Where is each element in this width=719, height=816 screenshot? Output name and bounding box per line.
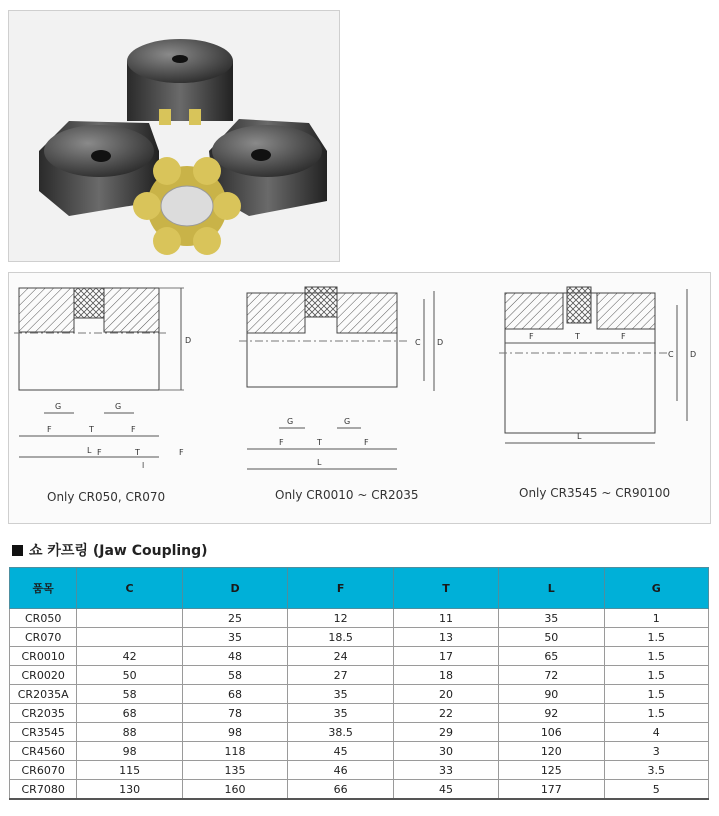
dim-label: F bbox=[47, 425, 52, 434]
table-cell: 42 bbox=[77, 647, 182, 666]
dim-label: F bbox=[179, 448, 184, 457]
table-row bbox=[10, 761, 709, 780]
table-cell: 18 bbox=[393, 666, 498, 685]
dim-label: G bbox=[344, 417, 351, 426]
dim-label: L bbox=[317, 458, 322, 467]
table-row bbox=[10, 666, 709, 685]
spider-insert bbox=[189, 109, 201, 125]
square-bullet-icon bbox=[12, 545, 23, 556]
table-cell: 72 bbox=[499, 666, 604, 685]
table-cell: 66 bbox=[288, 780, 394, 800]
table-cell: 125 bbox=[499, 761, 604, 780]
table-cell: 45 bbox=[288, 742, 394, 761]
table-cell: 160 bbox=[182, 780, 287, 800]
table-header-row bbox=[10, 568, 709, 609]
drawing-cr050-cr070 bbox=[14, 288, 191, 504]
table-cell: CR0010 bbox=[10, 647, 77, 666]
dim-label: C bbox=[668, 350, 674, 359]
table-cell: 1.5 bbox=[604, 704, 708, 723]
dim-label: G bbox=[55, 402, 62, 411]
table-row bbox=[10, 628, 709, 647]
table-cell: 3 bbox=[604, 742, 708, 761]
table-row bbox=[10, 780, 709, 800]
table-cell: 50 bbox=[499, 628, 604, 647]
table-cell: CR7080 bbox=[10, 780, 77, 800]
table-body bbox=[10, 609, 709, 800]
table-cell: 88 bbox=[77, 723, 182, 742]
table-cell: 98 bbox=[77, 742, 182, 761]
table-cell: 17 bbox=[393, 647, 498, 666]
table-cell: 58 bbox=[182, 666, 287, 685]
table-cell: 5 bbox=[604, 780, 708, 800]
table-cell: 25 bbox=[182, 609, 287, 628]
dim-label: T bbox=[317, 438, 322, 447]
table-cell: 1 bbox=[604, 609, 708, 628]
bore-hole bbox=[91, 150, 111, 162]
dim-label: T bbox=[575, 332, 580, 341]
table-cell: 46 bbox=[288, 761, 394, 780]
spec-table bbox=[9, 567, 709, 800]
table-cell: CR2035A bbox=[10, 685, 77, 704]
drawing-caption: Only CR0010 ~ CR2035 bbox=[275, 488, 419, 502]
table-cell: 1.5 bbox=[604, 647, 708, 666]
table-cell: 29 bbox=[393, 723, 498, 742]
table-cell: 92 bbox=[499, 704, 604, 723]
table-cell: 35 bbox=[182, 628, 287, 647]
dim-label: L bbox=[87, 446, 92, 455]
table-cell: CR2035 bbox=[10, 704, 77, 723]
table-cell: 1.5 bbox=[604, 685, 708, 704]
table-cell: 106 bbox=[499, 723, 604, 742]
table-cell: 177 bbox=[499, 780, 604, 800]
dim-label: T bbox=[89, 425, 94, 434]
table-cell: 90 bbox=[499, 685, 604, 704]
dim-label: D bbox=[690, 350, 697, 359]
table-cell: 24 bbox=[288, 647, 394, 666]
bore-hole bbox=[172, 55, 188, 63]
table-cell: 30 bbox=[393, 742, 498, 761]
dim-label: D bbox=[185, 336, 192, 345]
drawing-cr3545-cr90100 bbox=[499, 287, 696, 500]
table-cell: 22 bbox=[393, 704, 498, 723]
dim-label: F bbox=[97, 448, 102, 457]
table-cell: 1.5 bbox=[604, 666, 708, 685]
dim-label: F bbox=[529, 332, 534, 341]
table-row bbox=[10, 704, 709, 723]
table-cell: 35 bbox=[288, 704, 394, 723]
table-row bbox=[10, 723, 709, 742]
table-cell: 4 bbox=[604, 723, 708, 742]
table-cell: 11 bbox=[393, 609, 498, 628]
spider-insert bbox=[159, 109, 171, 125]
dim-label: D bbox=[437, 338, 444, 347]
table-cell: 135 bbox=[182, 761, 287, 780]
table-cell: 115 bbox=[77, 761, 182, 780]
table-cell: 118 bbox=[182, 742, 287, 761]
bore-hole bbox=[251, 149, 271, 161]
column-header: G bbox=[604, 568, 708, 609]
column-header: F bbox=[288, 568, 394, 609]
table-cell: 35 bbox=[499, 609, 604, 628]
drawing-caption: Only CR3545 ~ CR90100 bbox=[519, 486, 671, 500]
table-cell: 45 bbox=[393, 780, 498, 800]
table-cell: CR3545 bbox=[10, 723, 77, 742]
table-cell: 20 bbox=[393, 685, 498, 704]
table-cell: CR070 bbox=[10, 628, 77, 647]
table-cell: 120 bbox=[499, 742, 604, 761]
dim-label: F bbox=[279, 438, 284, 447]
table-cell: 50 bbox=[77, 666, 182, 685]
table-cell: 1.5 bbox=[604, 628, 708, 647]
table-cell: 68 bbox=[182, 685, 287, 704]
drawing-caption: Only CR050, CR070 bbox=[47, 490, 166, 504]
table-cell: 12 bbox=[288, 609, 394, 628]
product-photo bbox=[8, 10, 340, 262]
table-cell bbox=[77, 628, 182, 647]
drawing-cr0010-cr2035 bbox=[239, 287, 443, 502]
table-cell: 27 bbox=[288, 666, 394, 685]
table-cell: CR0020 bbox=[10, 666, 77, 685]
dimension-drawings-svg bbox=[9, 273, 710, 523]
dim-label: C bbox=[415, 338, 421, 347]
table-cell: 33 bbox=[393, 761, 498, 780]
dim-label: F bbox=[131, 425, 136, 434]
table-cell: 78 bbox=[182, 704, 287, 723]
table-cell: 35 bbox=[288, 685, 394, 704]
table-cell: 38.5 bbox=[288, 723, 394, 742]
table-row bbox=[10, 647, 709, 666]
table-cell: 3.5 bbox=[604, 761, 708, 780]
table-cell: 68 bbox=[77, 704, 182, 723]
jaw-coupling-photo-illustration bbox=[9, 11, 339, 261]
dim-label: T bbox=[135, 448, 140, 457]
table-cell: CR6070 bbox=[10, 761, 77, 780]
dim-label: F bbox=[364, 438, 369, 447]
dim-label: l bbox=[142, 461, 145, 470]
table-row bbox=[10, 609, 709, 628]
technical-drawings bbox=[8, 272, 711, 524]
dim-label: L bbox=[577, 432, 582, 441]
section-heading-text: 쇼 카프링 (Jaw Coupling) bbox=[29, 543, 208, 559]
dim-label: G bbox=[115, 402, 122, 411]
table-cell: 13 bbox=[393, 628, 498, 647]
table-cell: CR050 bbox=[10, 609, 77, 628]
column-header: T bbox=[393, 568, 498, 609]
table-row bbox=[10, 685, 709, 704]
table-cell: 65 bbox=[499, 647, 604, 666]
table-cell: 48 bbox=[182, 647, 287, 666]
table-cell: 58 bbox=[77, 685, 182, 704]
table-cell: 130 bbox=[77, 780, 182, 800]
table-cell: CR4560 bbox=[10, 742, 77, 761]
table-row bbox=[10, 742, 709, 761]
table-cell: 18.5 bbox=[288, 628, 394, 647]
table-cell bbox=[77, 609, 182, 628]
table-cell: 98 bbox=[182, 723, 287, 742]
column-header: 품목 bbox=[10, 568, 77, 609]
column-header: L bbox=[499, 568, 604, 609]
column-header: C bbox=[77, 568, 182, 609]
section-heading bbox=[12, 540, 208, 560]
column-header: D bbox=[182, 568, 287, 609]
dim-label: G bbox=[287, 417, 294, 426]
dim-label: F bbox=[621, 332, 626, 341]
